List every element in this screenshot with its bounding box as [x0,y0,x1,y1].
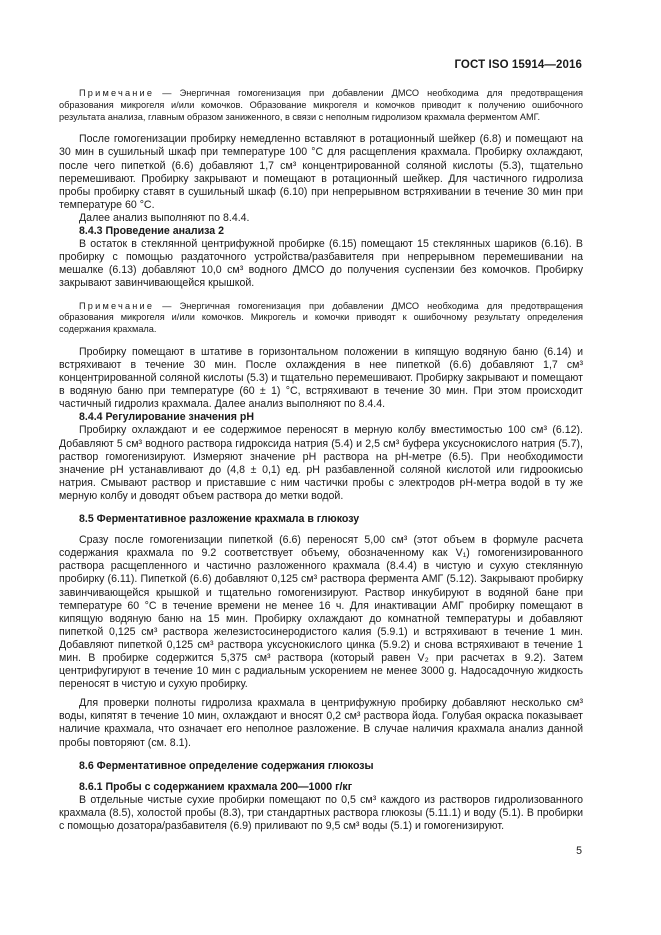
paragraph: Пробирку помещают в штативе в горизонтальном положении в кипящую водяную баню (6.14) и встряхивают в течение 30 мин. После охлаждения в нее пипеткой (6.6) добавляют 1,7 см³ концентрированной соляной кислоты (5.3) и тщательно перемешивают. Пробирку закрывают и помещают в водяную баню при температуре (60 ± 1) °С, встряхивают в течение 30 мин. При этом происходит частичный гидролиз крахмала. Далее анализ выполняют по 8.4.4. [59,345,583,411]
paragraph: Для проверки полноты гидролиза крахмала в центрифужную пробирку добавляют несколько см³ воды, кипятят в течение 10 мин, охлаждают и вносят 0,2 см³ раствора йода. Голубая окраска показывает наличие крахмала, что означает его неполное разложение. В случае наличия крахмала анализ данной пробы повторяют (см. 8.1). [59,697,583,749]
note-2 [59,301,583,336]
paragraph: В отдельные чистые сухие пробирки помещают по 0,5 см³ каждого из растворов гидролизованного крахмала (8.5), холостой пробы (8.3), три стандартных раствора глюкозы (5.11.1) и воду (5.1). В пробирки с помощью дозатора/разбавителя (6.9) приливают по 9,5 см³ воды (5.1) и гомогенизируют. [59,793,583,832]
section-heading-8-5: 8.5 Ферментативное разложение крахмала в глюкозу [79,513,360,526]
section-heading-8-4-4: 8.4.4 Регулирование значения pH [79,411,255,424]
note-text: — Энергичная гомогенизация при добавлении ДМСО необходима для предотвращения образования микрогеля и/или комочков. Образование микрогеля и комочков приводит к получению ошибочного результата анализа, главным образом заниженного, в связи с неполным гидролизом крахмала ферментом АМГ. [59,88,583,122]
section-heading-8-6-1: 8.6.1 Пробы с содержанием крахмала 200—1000 г/кг [79,780,353,793]
note-label: Примечание [79,88,155,98]
paragraph: Сразу после гомогенизации пипеткой (6.6) переносят 5,00 см³ (этот объем в формуле расчета содержания крахмала по 9.2 соответствует объему, обозначенному как V₁) гомогенизированного раствора расщепленного и частично разложенного крахмала (8.4.4) в чистую и сухую стеклянную пробирку (6.11). Пипеткой (6.6) добавляют 0,125 см³ раствора фермента АМГ (5.12). Закрывают пробирку завинчивающейся крышкой и тщательно гомогенизируют. Раствор инкубируют в водяной бане при температуре 60 °С в течение времени не менее 16 ч. Для инактивации АМГ пробирку помещают в кипящую водяную баню на 15 мин. Пробирку охлаждают до комнатной температуры и добавляют пипеткой 0,125 см³ раствора железистосинеродистого калия (5.9.1) и встряхивают в течение 1 мин. Добавляют пипеткой 0,125 см³ раствора уксуснокислого цинка (5.9.2) и снова встряхивают в течение 1 мин. В пробирке содержится 5,375 см³ раствора (который равен V₂ при расчетах в 9.2). Затем центрифугируют в течение 10 мин с радиальным ускорением не менее 3000 g. Надосадочную жидкость переносят в чистую и сухую пробирку. [59,534,583,691]
paragraph: Пробирку охлаждают и ее содержимое переносят в мерную колбу вместимостью 100 см³ (6.12). Добавляют 5 см³ водного раствора гидроксида натрия (5.4) и 2,5 см³ буфера уксуснокислого натрия (5.7), раствор гомогенизируют. Измеряют значение pH раствора на pH-метре (6.5). При необходимости значение pH устанавливают до (4,8 ± 0,1) ед. pH разбавленной соляной кислотой или гидроокисью натрия. Смывают раствор и приставшие с ним частички пробы с электродов pH-метра водой в ту же мерную колбу и доводят объем раствора до метки водой. [59,424,583,502]
note-1 [59,88,583,123]
paragraph: После гомогенизации пробирку немедленно вставляют в ротационный шейкер (6.8) и помещают на 30 мин в сушильный шкаф при температуре 100 °С для расщепления крахмала. Пробирку охлаждают, после чего пипеткой (6.6) добавляют 1,7 см³ концентрированной соляной кислоты (5.3), тщательно перемешивают. Пробирку закрывают и помещают в ротационный шейкер. Для частичного гидролиза пробы пробирку ставят в сушильный шкаф (6.10) при непрерывном встряхивании в течение 30 мин при температуре 60 °С. [59,133,583,211]
paragraph: Далее анализ выполняют по 8.4.4. [79,211,250,224]
section-heading-8-4-3: 8.4.3 Проведение анализа 2 [79,225,224,238]
section-heading-8-6: 8.6 Ферментативное определение содержания глюкозы [79,759,374,772]
page-number: 5 [576,845,582,857]
note-label: Примечание [79,300,155,311]
standard-number: ГОСТ ISO 15914—2016 [454,59,582,71]
note-text: — Энергичная гомогенизация при добавлении ДМСО необходима для предотвращения образования микрогеля и/или комочков. Микрогель и комочки приводят к ошибочному результату определения содержания крахмала. [59,300,583,335]
document-body [59,88,583,833]
paragraph: В остаток в стеклянной центрифужной пробирке (6.15) помещают 15 стеклянных шариков (6.16). В пробирку с помощью раздаточного устройства/разбавителя при непрерывном перемешивании на мешалке (6.13) добавляют 10,0 см³ водного ДМСО до получения суспензии без комочков. Пробирку закрывают завинчивающейся крышкой. [59,238,583,290]
